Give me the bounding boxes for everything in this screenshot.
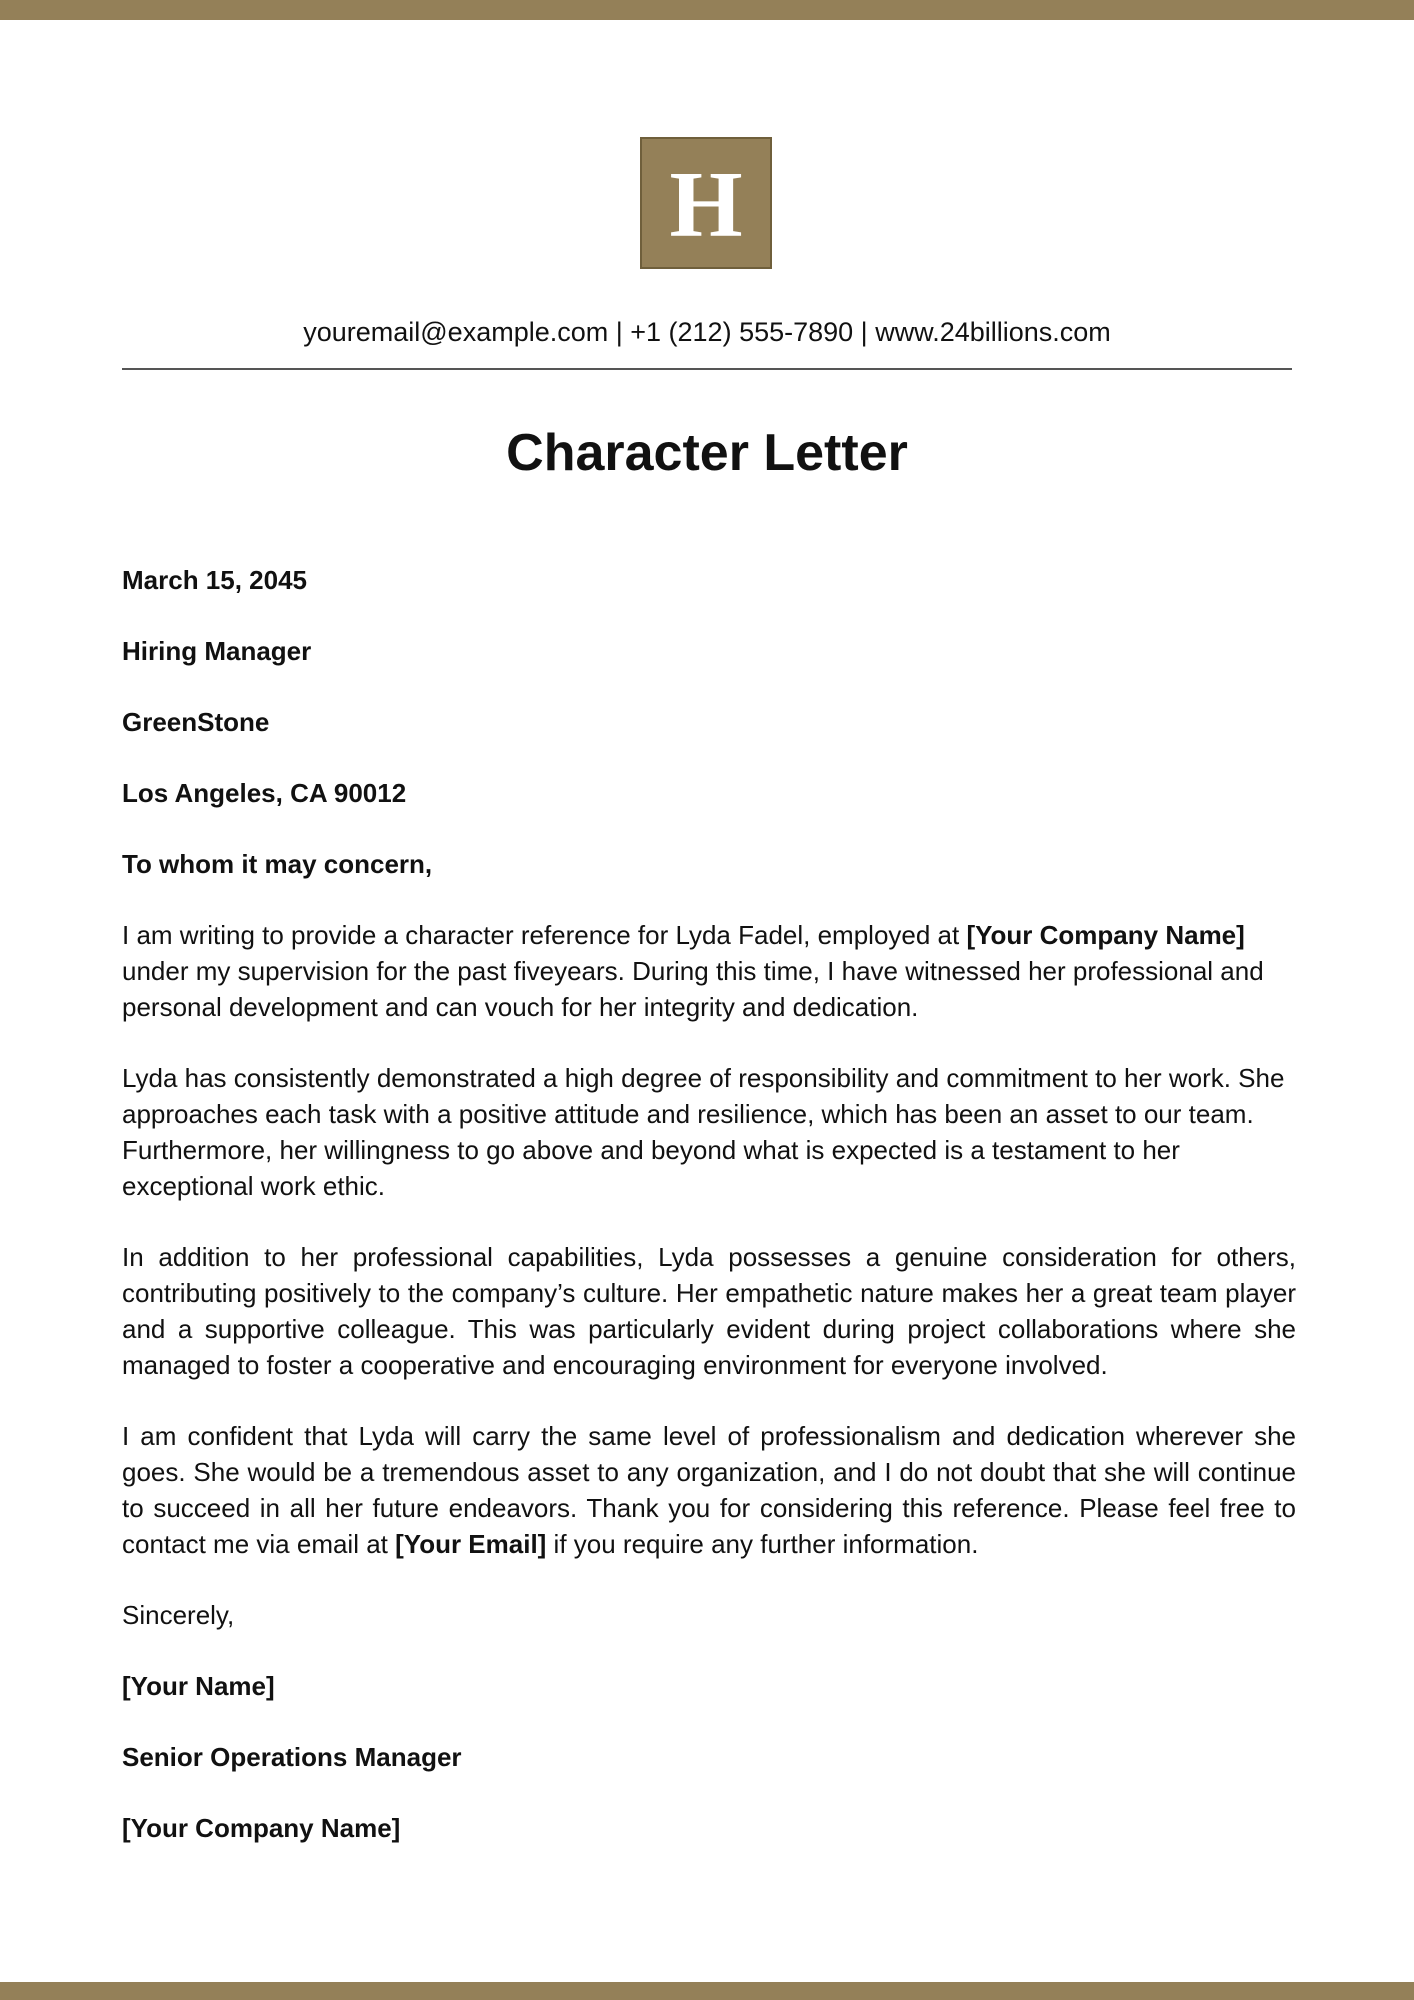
recipient-company: GreenStone [122,707,270,737]
email-placeholder: [Your Email] [395,1529,547,1559]
signer-company: [Your Company Name] [122,1813,401,1843]
top-accent-bar [0,0,1414,20]
paragraph-1-text-c: under my supervision for the past fiveyears. During this time, I have witnessed her professional and personal development and can vouch for her integrity and dedication. [122,956,1264,1022]
paragraph-3: In addition to her professional capabilities, Lyda possesses a genuine consideration for others, contributing positively to the company’s culture. Her empathetic nature makes her a great team player and a supportive colleague. This was particularly evident during project collaborations where she managed to foster a cooperative and encouraging environment for everyone involved. [122,1242,1296,1380]
monogram-letter: H [669,153,743,257]
contact-info: youremail@example.com | +1 (212) 555-7890 | www.24billions.com [303,317,1111,347]
signer-name: [Your Name] [122,1671,275,1701]
paragraph-4-text-a: I am confident that Lyda will carry the same level of professionalism and dedication wherever she goes. She would be a tremendous asset to any organization, and I do not doubt that she will continue to succeed in all her future endeavors. Thank you for considering this reference. Please feel free to contact me via email at [122,1421,1296,1559]
bottom-accent-bar [0,1982,1414,2000]
paragraph-4-text-c: if you require any further information. [546,1529,979,1559]
header-divider [122,368,1292,370]
signer-role: Senior Operations Manager [122,1742,462,1772]
letter-date: March 15, 2045 [122,565,308,595]
paragraph-2: Lyda has consistently demonstrated a high degree of responsibility and commitment to her work. She approaches each task with a positive attitude and resilience, which has been an asset to our team. Furthermore, her willingness to go above and beyond what is expected is a testament to her exceptional work ethic. [122,1063,1285,1201]
recipient-location: Los Angeles, CA 90012 [122,778,407,808]
recipient-name: Hiring Manager [122,636,312,666]
paragraph-1 [122,917,1296,1025]
paragraph-1-text-a: I am writing to provide a character reference for Lyda Fadel, employed at [122,920,967,950]
letter-body [122,562,1296,1881]
monogram-logo [640,137,772,269]
paragraph-4 [122,1418,1296,1562]
signoff: Sincerely, [122,1600,235,1630]
document-title: Character Letter [506,424,908,482]
company-placeholder: [Your Company Name] [966,920,1245,950]
salutation: To whom it may concern, [122,849,433,879]
